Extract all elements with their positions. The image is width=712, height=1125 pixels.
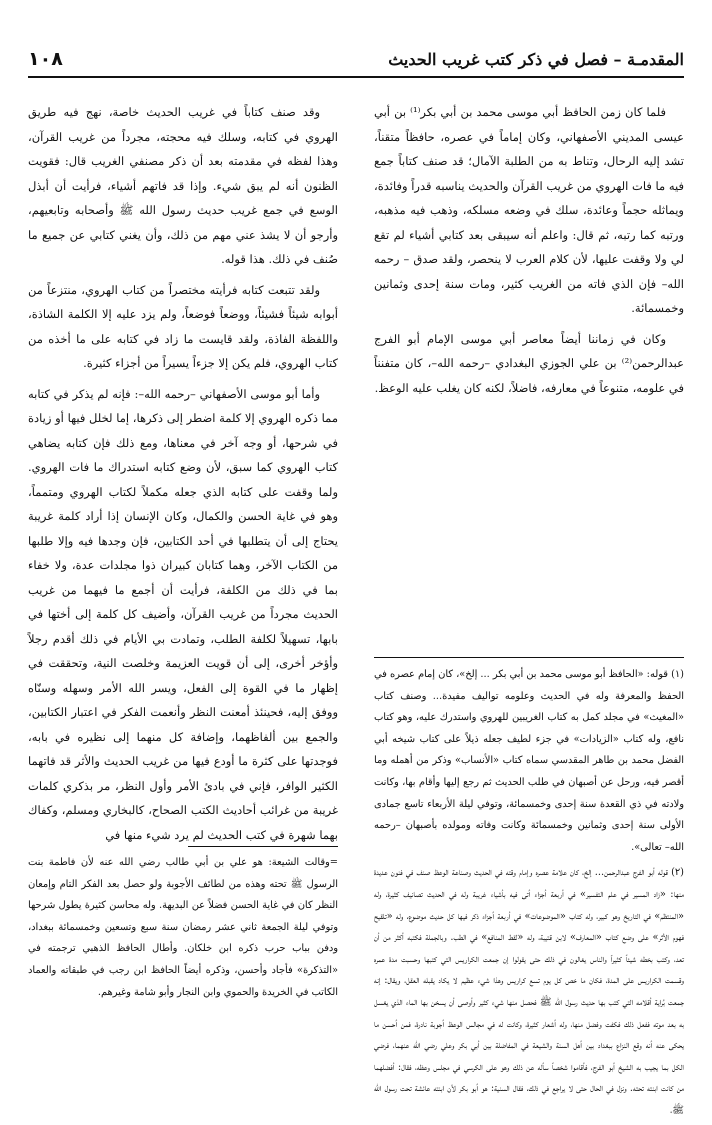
right-column (374, 100, 684, 406)
page-number: ١٠٨ (28, 48, 63, 70)
left-column (28, 100, 338, 853)
running-title: المقدمـة – فصل في ذكر كتب غريب الحديث (388, 49, 684, 69)
body-paragraph: وكان في زماننا أيضاً معاصر أبي موسى الإمام أبو الفرج عبدالرحمن⁽²⁾ بن علي الجوزي البغدادي –رحمه الله–، كان متفنناً في علومه، متنوعاً في معارفه، فاضلاً، لكنه كان يغلب عليه الوعظ. (374, 331, 684, 395)
footnotes-right (374, 664, 684, 1125)
footnote: (١) قوله: «الحافظ أبو موسى محمد بن أبي بكر ... إلخ»، كان إمام عصره في الحفظ والمعرفة وله في الحديث وعلومه تواليف مفيدة... وصنف كتاب «المغيث» في مجلد كمل به كتاب الغريبين للهروي واستدرك عليه، وهو كتاب نافع، وله كتاب «الزيادات» في جزء لطيف جعله ذيلاً على كتاب شيخه أبي الفضل محمد بن طاهر المقدسي سماه كتاب «الأنساب» وذكر من أهمله وما أقصر فيه، ورحل عن أصبهان في طلب الحديث ثم رجع إليها وأقام بها، وكانت ولادته في ذي القعدة سنة إحدى وخمسمائة، وتوفي ليلة الأربعاء تاسع جمادى الأولى سنة إحدى وثمانين وخمسمائة وكانت وفاته ومولده بأصبهان –رحمه الله– تعالى». (374, 669, 684, 853)
footnote-separator-short (188, 846, 338, 847)
body-paragraph: وقد صنف كتاباً في غريب الحديث خاصة، نهج فيه طريق الهروي في كتابه، وسلك فيه محجته، مجرداً من غريب القرآن، وهذا لفظه في مقدمته بعد أن ذكر مصنفي الغريب قال: فقويت الظنون أنه لم يبق شيء. وإذا قد فاتهم أشياء، فرأيت أن أبذل الوسع في جمع غريب حديث رسول الله ﷺ وأصحابه وتابعيهم، وأرجو أن لا يشذ عني مهم من ذلك، وأن يغني كتابي عن جميع ما صُنف في ذلك. هذا قوله. (28, 105, 338, 266)
body-paragraph: وأما أبو موسى الأصفهاني –رحمه الله–: فإنه لم يذكر في كتابه مما ذكره الهروي إلا كلمة اضطر إلى ذكرها، إما لخلل فيها أو زيادة في شرحها، أو وجه آخر في معناها، ومع ذلك فإن كتابه يضاهي كتاب الهروي كما سبق، لأن وضع كتابه استدراك ما فات الهروي. ولما وقفت على كتابه الذي جعله مكملاً لكتاب الهروي ومتمماً، وهو في غاية الحسن والكمال، وكان الإنسان إذا أراد كلمة غريبة يحتاج إلى أن يتطلبها في أحد الكتابين، فإن وجدها فيه وإلا طلبها من الكتاب الآخر، وهما كتابان كبيران ذوا مجلدات عدة، ولا خفاء بما في ذلك من الكلفة، فرأيت أن أجمع ما فيهما من غريب الحديث مجرداً من غريب القرآن، وأضيف كل كلمة إلى أختها في بابها، تسهيلاً لكلفة الطلب، وتمادت بي الأيام في ذلك أقدم رجلاً وأؤخر أخرى، إلى أن قويت العزيمة وخلصت النية، وتحققت في إظهار ما في القوة إلى الفعل، ويسر الله الأمر وسهله وسنّاه ووفق إليه، فحينئذ أمعنت النظر وأنعمت الفكر في اعتبار الكتابين، والجمع بين ألفاظهما، وإضافة كل منهما إلى نظيره في بابه، فوجدتها على كثرة ما أودع فيها من غريب الحديث والأثر قد فاتهما الكثير الوافر، فإني في بادئ الأمر وأول النظر، مر بذكري كلمات غريبة من غرائب أحاديث الكتب الصحاح، كالبخاري ومسلم، وكفاك بهما شهرة في كتب الحديث لم يرد شيء منها في (28, 386, 338, 842)
footnote: (٢) قوله أبو الفرج عبدالرحمن... إلخ، كان علامة عصره وإمام وقته في الحديث وصناعة الوعظ صنف في فنون عديدة منها: «زاد المسير في علم التفسير» في أربعة أجزاء أتى فيه بأشياء غريبة وله في الحديث تصانيف كثيرة، وله «المنتظم» في التاريخ وهو كبير، وله كتاب «الموضوعات» في أربعة أجزاء ذكر فيها كل حديث موضوع، وله «تلقيح فهوم الأثر» على وضع كتاب «المعارف» لابن قتيبة، وله «لقط المنافع» في الطب. وبالجملة فكتبه أكثر من أن تعد، وكتب بخطه شيئاً كثيراً والناس يغالون في ذلك حتى يقولوا إن جمعت الكراريس التي كتبها وحسبت مدة عمره وقسمت الكراريس على المدة، فكان ما خص كل يوم تسع كراريس وهذا شيء عظيم لا يكاد يقبله العقل، ويقال: إنه جمعت بُراية أقلامه التي كتب بها حديث رسول الله ﷺ فحصل منها شيء كثير وأوصى أن يسخن بها الماء الذي يغسل به بعد موته ففعل ذلك فكفت وفضل منها، وله أشعار كثيرة، وكانت له في مجالس الوعظ أجوبة نادرة، فمن أحسن ما يحكى عنه أنه وقع النزاع ببغداد بين أهل السنة والشيعة في المفاضلة بين أبي بكر وعلي رضي الله عنهما، فرضي الكل بما يجيب به الشيخ أبو الفرج، فأقاموا شخصاً سأله عن ذلك وهو على الكرسي في مجلس وعظه، فقال: أفضلهما من كانت ابنته تحته. ونزل في الحال حتى لا يراجع في ذلك، فقال السنية: هو أبو بكر لأن ابنته عائشة تحت رسول الله ﷺ، (374, 867, 684, 1116)
body-paragraph: ولقد تتبعت كتابه فرأيته مختصراً من كتاب الهروي، منتزعاً من أبوابه شيئاً فشيئاً، ووضعاً فوضعاً، ولم يزد عليه إلا الكلمة الشاذة، واللفظة الفاذة، ولقد قايست ما زاد في كتابه على ما أخذه من كتاب الهروي، فلم يكن إلا جزءاً يسيراً من أجزاء كثيرة. (28, 282, 338, 370)
footnotes-left (28, 852, 338, 1007)
page-header (28, 42, 684, 78)
footnote-separator (374, 657, 684, 658)
footnote: =وقالت الشيعة: هو علي بن أبي طالب رضي الله عنه لأن فاطمة بنت الرسول ﷺ تحته وهذه من لطائف الأجوبة ولو حصل بعد الفكر التام وإمعان النظر كان في غاية الحسن فضلاً عن البديهة. وله محاسن كثيرة يطول شرحها وتوفي ليلة الجمعة ثاني عشر رمضان سنة سبع وتسعين وخمسمائة ببغداد، ودفن بباب حرب ذكره ابن خلكان. وأطال الحافظ الذهبي ترجمته في «التذكرة» فأجاد وأحسن، وذكره أيضاً الحافظ ابن رجب في طبقاته والعماد الكاتب في الخريدة والحموي وابن النجار وأبو شامة وغيرهم. (28, 857, 338, 998)
body-paragraph: فلما كان زمن الحافظ أبي موسى محمد بن أبي بكر⁽¹⁾ بن أبي عيسى المديني الأصفهاني، وكان إماماً في عصره، حافظاً متقناً، تشد إليه الرحال، وتناط به من الطلبة الآمال؛ قد صنف كتاباً جمع فيه ما فات الهروي من غريب القرآن والحديث يناسبه قدراً وفائدة، ويماثله حجماً وعائدة، سلك في وضعه مسلكه، وذهب فيه مذهبه، ورتبه كما رتبه، ثم قال: واعلم أنه سيبقى بعد كتابي أشياء لم تقع لي ولا وقفت عليها، لأن كلام العرب لا ينحصر، ولقد صدق – رحمه الله– فإن الذي فاته من الغريب كثير، ومات سنة إحدى وثمانين وخمسمائة. (374, 105, 684, 315)
